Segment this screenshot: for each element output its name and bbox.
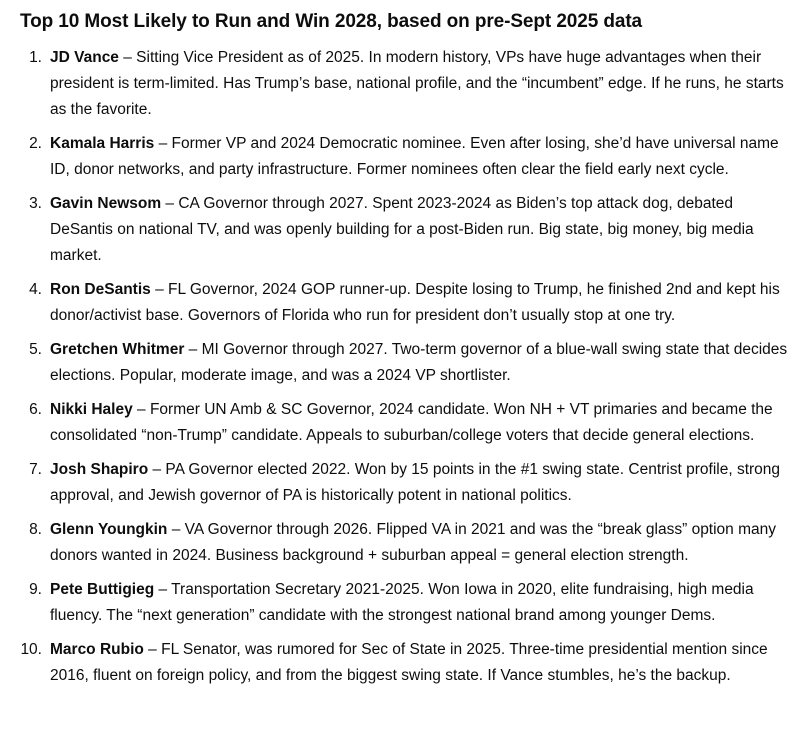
item-number: 5. — [29, 341, 42, 358]
candidate-name: Ron DeSantis — [50, 281, 151, 298]
item-number: 8. — [29, 521, 42, 538]
ranked-list — [20, 45, 789, 689]
candidate-description: – FL Senator, was rumored for Sec of State in 2025. Three-time presidential mention since 2016, fluent on foreign policy, and from the biggest swing state. If Vance stumbles, he’s the backup. — [50, 641, 768, 684]
item-number: 10. — [20, 641, 42, 658]
list-item — [20, 337, 789, 389]
item-number: 2. — [29, 135, 42, 152]
list-item — [20, 457, 789, 509]
candidate-name: JD Vance — [50, 49, 119, 66]
item-number: 6. — [29, 401, 42, 418]
list-item — [20, 277, 789, 329]
candidate-description: – Sitting Vice President as of 2025. In modern history, VPs have huge advantages when their president is term-limited. Has Trump’s base, national profile, and the “incumbent” edge. If he runs, he starts as the favorite. — [50, 49, 784, 118]
candidate-description: – FL Governor, 2024 GOP runner-up. Despite losing to Trump, he finished 2nd and kept his donor/activist base. Governors of Florida who run for president don’t usually stop at one try. — [50, 281, 780, 324]
list-item — [20, 517, 789, 569]
candidate-name: Nikki Haley — [50, 401, 133, 418]
list-item — [20, 131, 789, 183]
item-number: 3. — [29, 195, 42, 212]
candidate-description: – Former VP and 2024 Democratic nominee. Even after losing, she’d have universal name ID, donor networks, and party infrastructure. Former nominees often clear the field early next cycle. — [50, 135, 779, 178]
list-item — [20, 45, 789, 123]
candidate-name: Glenn Youngkin — [50, 521, 168, 538]
list-item — [20, 637, 789, 689]
candidate-name: Josh Shapiro — [50, 461, 149, 478]
page-title: Top 10 Most Likely to Run and Win 2028, based on pre-Sept 2025 data — [20, 11, 643, 32]
candidate-description: – Former UN Amb & SC Governor, 2024 candidate. Won NH + VT primaries and became the consolidated “non-Trump” candidate. Appeals to suburban/college voters that decide general elections. — [50, 401, 773, 444]
candidate-name: Kamala Harris — [50, 135, 155, 152]
item-number: 7. — [29, 461, 42, 478]
item-number: 4. — [29, 281, 42, 298]
candidate-description: – CA Governor through 2027. Spent 2023-2024 as Biden’s top attack dog, debated DeSantis on national TV, and was openly building for a post-Biden run. Big state, big money, big media market. — [50, 195, 754, 264]
candidate-name: Gavin Newsom — [50, 195, 162, 212]
item-number: 1. — [29, 49, 42, 66]
candidate-description: – Transportation Secretary 2021-2025. Won Iowa in 2020, elite fundraising, high media fluency. The “next generation” candidate with the strongest national brand among younger Dems. — [50, 581, 754, 624]
candidate-name: Pete Buttigieg — [50, 581, 155, 598]
list-item — [20, 191, 789, 269]
candidate-description: – PA Governor elected 2022. Won by 15 points in the #1 swing state. Centrist profile, strong approval, and Jewish governor of PA is historically potent in national politics. — [50, 461, 781, 504]
candidate-name: Gretchen Whitmer — [50, 341, 185, 358]
list-item — [20, 577, 789, 629]
candidate-description: – MI Governor through 2027. Two-term governor of a blue-wall swing state that decides elections. Popular, moderate image, and was a 2024 VP shortlister. — [50, 341, 788, 384]
candidate-name: Marco Rubio — [50, 641, 144, 658]
item-number: 9. — [29, 581, 42, 598]
candidate-description: – VA Governor through 2026. Flipped VA in 2021 and was the “break glass” option many donors wanted in 2024. Business background + suburban appeal = general election strength. — [50, 521, 777, 564]
list-item — [20, 397, 789, 449]
